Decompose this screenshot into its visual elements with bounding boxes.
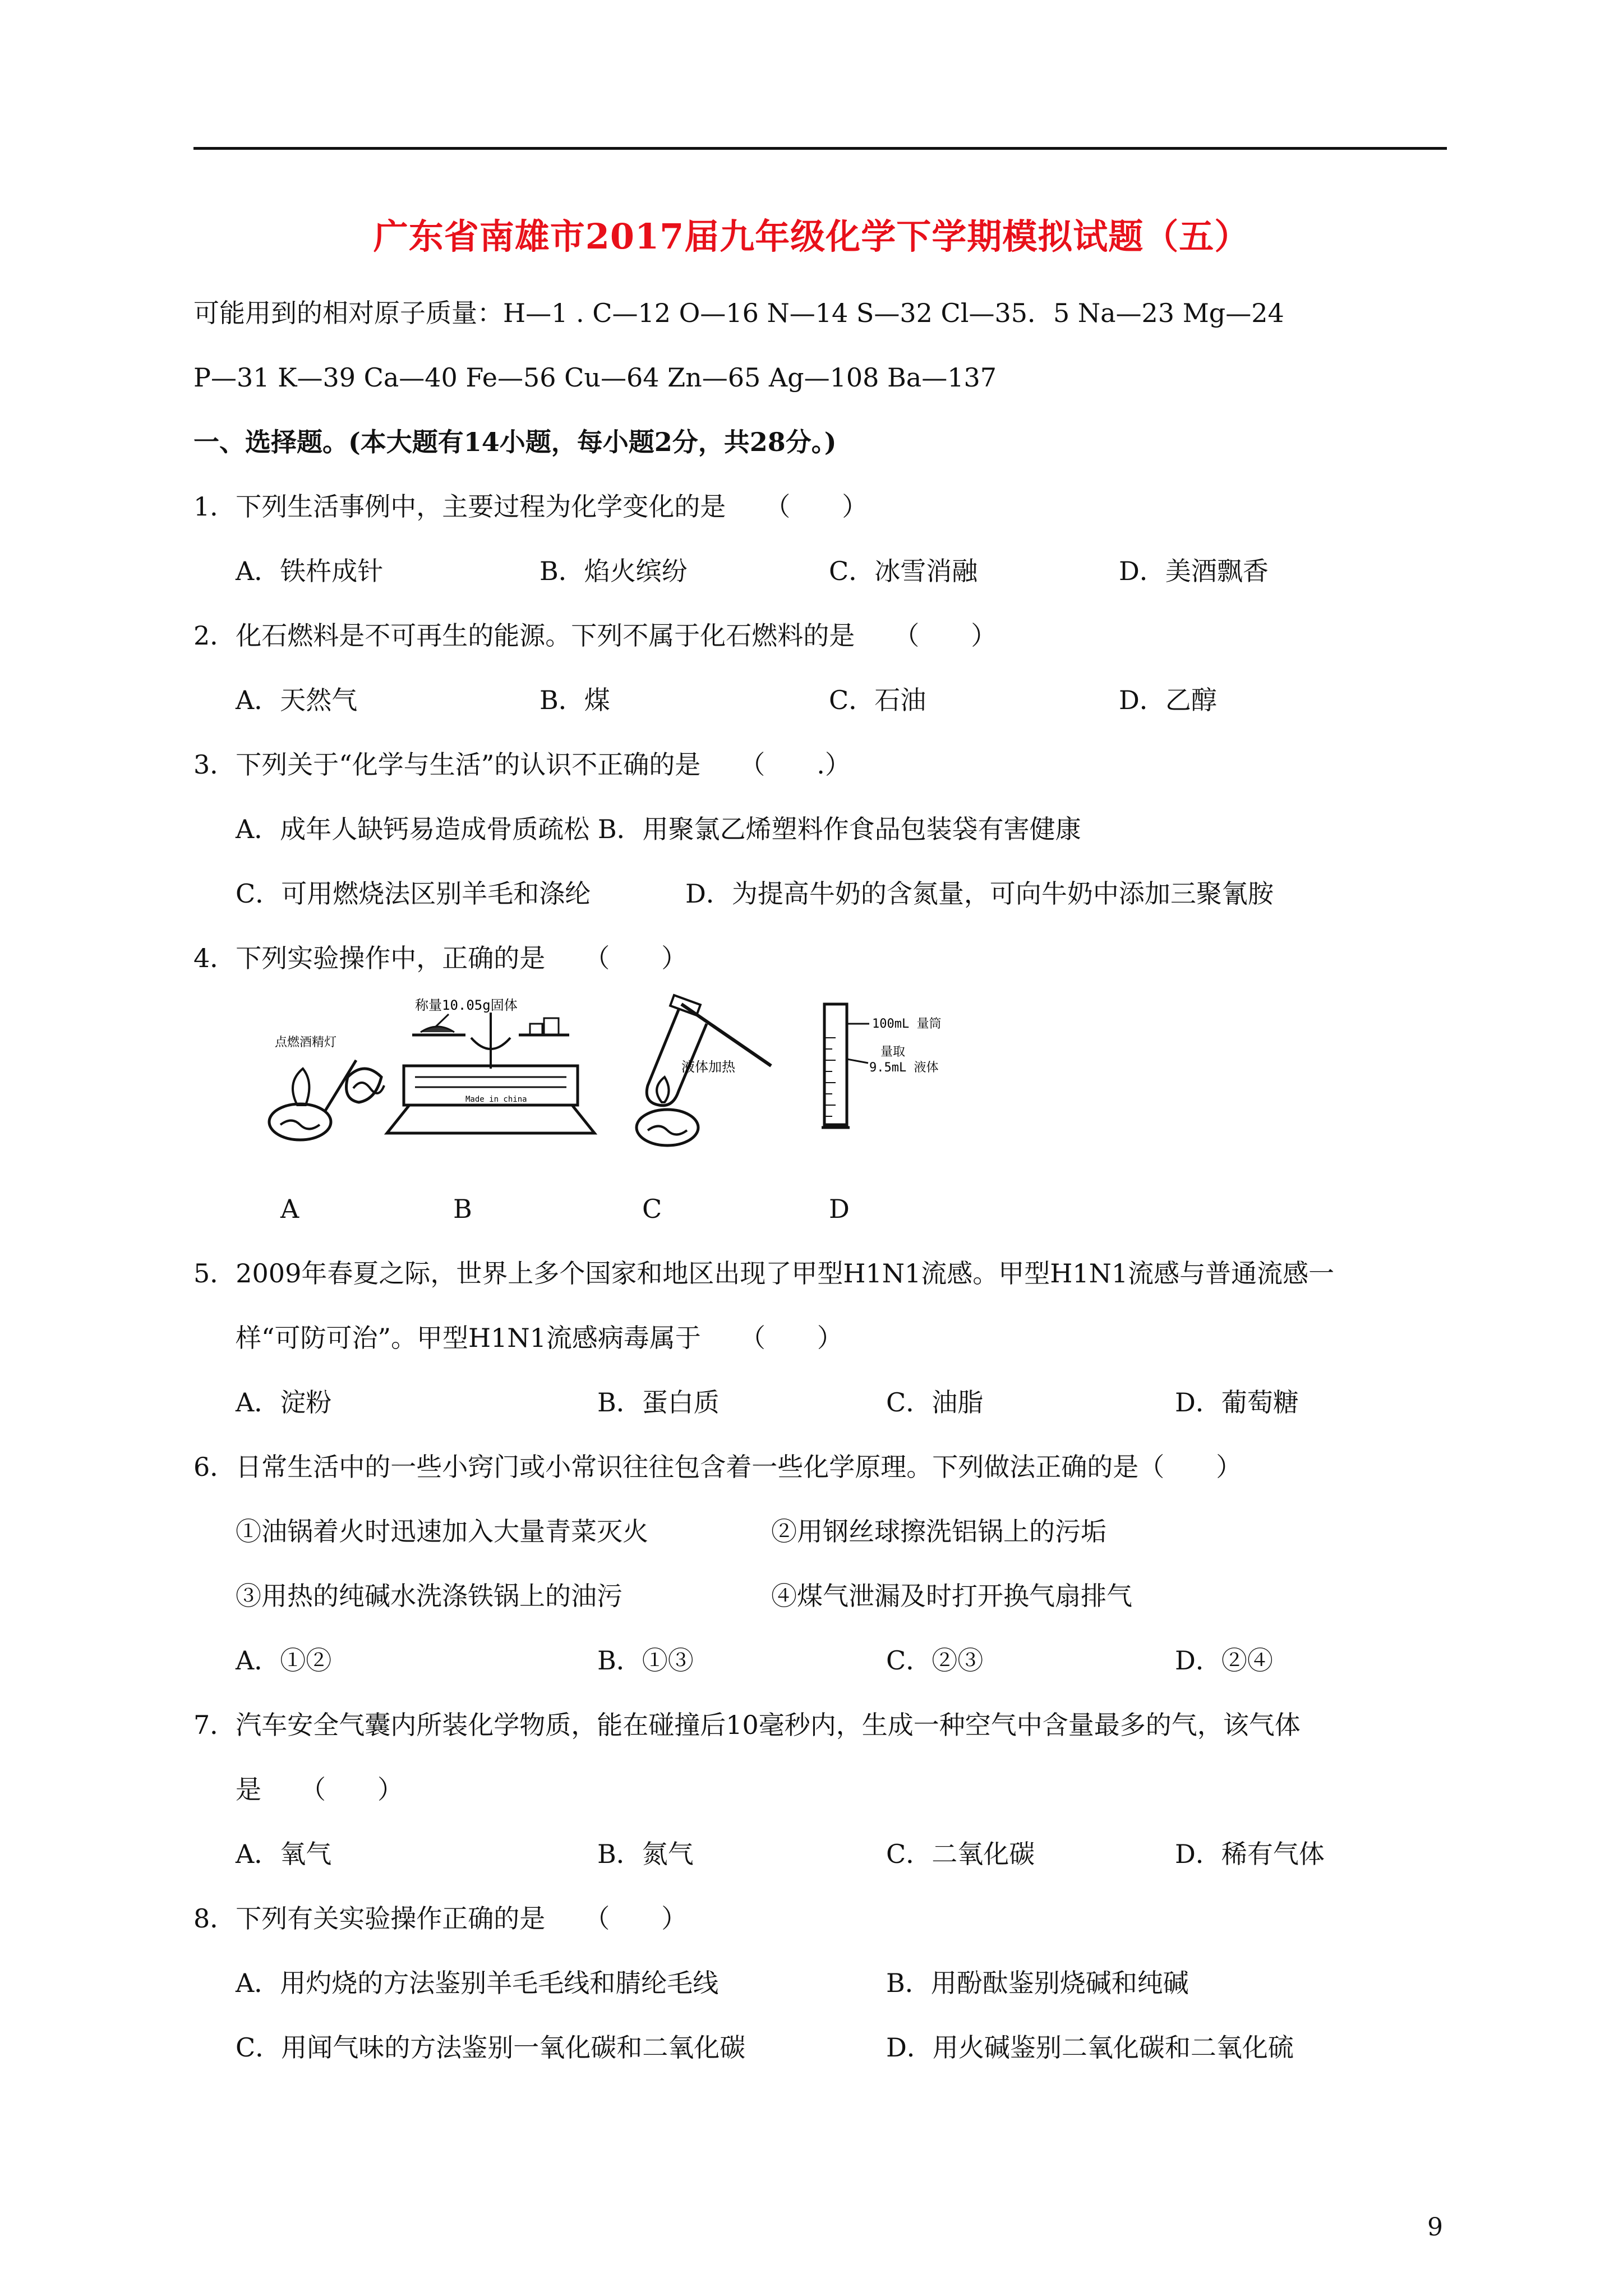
question-6-item-3: ③用热的纯碱水洗涤铁锅上的油污: [236, 1581, 623, 1611]
question-5-stem-line-1: 5．2009年春夏之际，世界上多个国家和地区出现了甲型H1N1流感。甲型H1N1流感与普通流感一: [193, 1258, 1335, 1289]
question-1-option-d: D．美酒飘香: [1119, 556, 1269, 586]
figure-d-caption-3: 9.5mL 液体: [869, 1061, 939, 1075]
figure-d-caption-2: 量取: [880, 1045, 906, 1059]
page-title: 广东省南雄市2017届九年级化学下学期模拟试题（五）: [373, 216, 1250, 257]
question-3-options-ab: A．成年人缺钙易造成骨质疏松 B．用聚氯乙烯塑料作食品包装袋有害健康: [236, 814, 1081, 844]
question-2-option-c: C．石油: [829, 685, 926, 715]
question-8-option-d: D．用火碱鉴别二氧化碳和二氧化硫: [886, 2032, 1294, 2063]
atomic-masses-line-1: 可能用到的相对原子质量：H—1 . C—12 O—16 N—14 S—32 Cl—35．5 Na—23 Mg—24: [193, 298, 1284, 328]
question-3-stem: 3．下列关于“化学与生活”的认识不正确的是 （ .）: [193, 749, 851, 780]
question-6-option-d: D．②④: [1175, 1645, 1273, 1676]
page-number: 9: [1427, 2213, 1443, 2242]
question-2-option-d: D．乙醇: [1119, 685, 1217, 715]
question-6-option-a: A．①②: [236, 1645, 332, 1676]
figure-b-scale-text: Made in china: [465, 1095, 527, 1104]
figure-a-lighting-lamp: [264, 993, 398, 1150]
question-8-option-a: A．用灼烧的方法鉴别羊毛毛线和腈纶毛线: [236, 1968, 719, 1998]
question-5-stem-line-2: 样“可防可治”。甲型H1N1流感病毒属于 （ ）: [236, 1323, 843, 1353]
figure-c-caption: 液体加热: [681, 1059, 735, 1075]
question-6-item-4: ④煤气泄漏及时打开换气扇排气: [771, 1581, 1132, 1611]
question-8-option-c: C．用闻气味的方法鉴别一氧化碳和二氧化碳: [236, 2032, 746, 2063]
figure-label-c: C: [642, 1194, 662, 1224]
figure-b-balance: [381, 993, 617, 1150]
question-1-stem: 1．下列生活事例中，主要过程为化学变化的是 （ ）: [193, 491, 868, 522]
question-7-option-a: A．氧气: [236, 1839, 332, 1869]
question-6-option-b: B．①③: [597, 1645, 694, 1676]
question-8-stem: 8．下列有关实验操作正确的是 （ ）: [193, 1903, 688, 1934]
question-7-stem-line-1: 7．汽车安全气囊内所装化学物质，能在碰撞后10毫秒内，生成一种空气中含量最多的气，该气体: [193, 1710, 1301, 1740]
figure-c-heating: [625, 993, 805, 1150]
question-5-option-c: C．油脂: [886, 1387, 984, 1418]
question-1-option-a: A．铁杵成针: [236, 556, 384, 586]
question-3-option-c: C．可用燃烧法区别羊毛和涤纶: [236, 878, 591, 909]
question-6-stem: 6．日常生活中的一些小窍门或小常识往往包含着一些化学原理。下列做法正确的是（ ）: [193, 1452, 1242, 1482]
question-5-option-a: A．淀粉: [236, 1387, 332, 1418]
figure-label-b: B: [453, 1194, 472, 1224]
question-6-item-1: ①油锅着火时迅速加入大量青菜灭火: [236, 1516, 648, 1547]
figure-d-caption-1: 100mL 量筒: [872, 1017, 942, 1031]
question-3-option-d: D．为提高牛奶的含氮量，可向牛奶中添加三聚氰胺: [685, 878, 1274, 909]
section-heading: 一、选择题。(本大题有14小题，每小题2分，共28分。): [193, 427, 837, 457]
question-7-option-c: C．二氧化碳: [886, 1839, 1035, 1869]
figure-d-cylinder: [813, 993, 981, 1150]
figure-label-d: D: [829, 1194, 850, 1224]
question-1-option-c: C．冰雪消融: [829, 556, 978, 586]
question-7-option-b: B．氮气: [597, 1839, 694, 1869]
atomic-masses-line-2: P—31 K—39 Ca—40 Fe—56 Cu—64 Zn—65 Ag—108 Ba—137: [193, 362, 997, 393]
question-6-item-2: ②用钢丝球擦洗铝锅上的污垢: [771, 1516, 1106, 1547]
question-8-option-b: B．用酚酞鉴别烧碱和纯碱: [886, 1968, 1189, 1998]
question-4-stem: 4．下列实验操作中，正确的是 （ ）: [193, 943, 688, 973]
question-5-option-d: D．葡萄糖: [1175, 1387, 1299, 1418]
figure-label-a: A: [280, 1194, 299, 1224]
question-7-option-d: D．稀有气体: [1175, 1839, 1325, 1869]
question-6-option-c: C．②③: [886, 1645, 984, 1676]
question-1-option-b: B．焰火缤纷: [540, 556, 688, 586]
figure-b-caption: 称量10.05g固体: [415, 997, 518, 1013]
figure-a-caption: 点燃酒精灯: [275, 1036, 337, 1050]
question-2-stem: 2．化石燃料是不可再生的能源。下列不属于化石燃料的是 （ ）: [193, 620, 997, 651]
question-2-option-a: A．天然气: [236, 685, 358, 715]
question-2-option-b: B．煤: [540, 685, 610, 715]
question-5-option-b: B．蛋白质: [597, 1387, 720, 1418]
header-rule: [193, 147, 1447, 150]
question-7-stem-line-2: 是 （ ）: [236, 1774, 403, 1805]
